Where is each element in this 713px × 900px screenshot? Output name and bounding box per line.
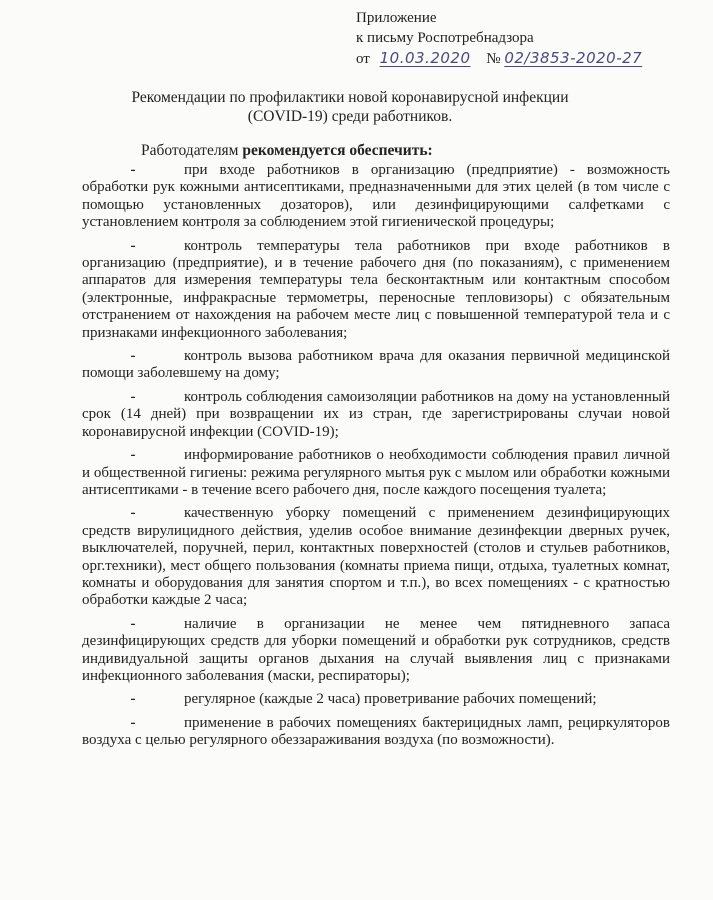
bullet-dash: - bbox=[130, 615, 136, 632]
date-number-line bbox=[356, 48, 642, 69]
list-item bbox=[82, 616, 670, 686]
bullet-dash: - bbox=[130, 447, 136, 464]
list-item bbox=[82, 715, 670, 750]
list-item bbox=[82, 348, 670, 383]
list-item bbox=[82, 447, 670, 499]
intro-bold: рекомендуется обеспечить: bbox=[242, 142, 433, 159]
bullet-dash: - bbox=[130, 714, 136, 731]
recommendations-list bbox=[82, 162, 670, 756]
item-text: контроль соблюдения самоизоляции работников на дому на установленный срок (14 дней) при возвращении их из стран, где зарегистрированы случаи новой коронавирусной инфекции (COVID-19); bbox=[82, 388, 670, 440]
list-item bbox=[82, 238, 670, 342]
bullet-dash: - bbox=[130, 691, 136, 708]
bullet-dash: - bbox=[130, 237, 136, 254]
bullet-dash: - bbox=[130, 348, 136, 365]
list-item bbox=[82, 162, 670, 232]
item-text: наличие в организации не менее чем пятидневного запаса дезинфицирующих средств для уборки помещений и обработки рук сотрудников, средств индивидуальной защиты органов дыхания на случай выявления лиц с признаками инфекционного заболевания (маски, респираторы); bbox=[82, 615, 670, 684]
bullet-dash: - bbox=[130, 388, 136, 405]
list-item bbox=[82, 505, 670, 609]
title-line-1: Рекомендации по профилактики новой коронавирусной инфекции bbox=[131, 89, 569, 106]
item-text: при входе работников в организацию (предприятие) - возможность обработки рук кожными антисептиками, предназначенными для этих целей (в том числе с помощью установленных дозаторов), или дезинфицирующими салфетками с установлением контроля за соблюдением этой гигиенической процедуры; bbox=[82, 162, 670, 231]
handwritten-date: 10.03.2020 bbox=[379, 49, 471, 67]
item-text: регулярное (каждые 2 часа) проветривание рабочих помещений; bbox=[184, 691, 597, 708]
bullet-dash: - bbox=[130, 505, 136, 522]
item-text: применение в рабочих помещениях бактерицидных ламп, рециркуляторов воздуха с целью регулярного обеззараживания воздуха (по возможности). bbox=[82, 714, 670, 749]
date-prefix: от bbox=[356, 51, 370, 67]
item-text: контроль температуры тела работников при входе работников в организацию (предприятие), и в течение рабочего дня (по показаниям), с применением аппаратов для измерения температуры тела бесконтактным или контактным способом (электронные, инфракрасные термометры, переносные тепловизоры) с обязательным отстранением от нахождения на рабочем месте лиц с повышенной температурой тела и с признаками инфекционного заболевания; bbox=[82, 237, 670, 341]
item-text: качественную уборку помещений с применением дезинфицирующих средств вирулицидного действия, уделив особое внимание дезинфекции дверных ручек, выключателей, поручней, перил, контактных поверхностей (столов и стульев работников, орг.техники), мест общего пользования (комнаты приема пищи, отдыха, туалетных комнат, комнаты и оборудования для занятия спортом и т.п.), во всех помещениях - с кратностью обработки каждые 2 часа; bbox=[82, 505, 670, 609]
list-item bbox=[82, 389, 670, 441]
item-text: информирование работников о необходимости соблюдения правил личной и общественной гигиены: режима регулярного мытья рук с мылом или обработки кожными антисептиками - в течение всего рабочего дня, после каждого посещения туалета; bbox=[82, 447, 670, 498]
bullet-dash: - bbox=[130, 162, 136, 178]
document-title bbox=[110, 88, 590, 126]
letter-header bbox=[356, 8, 642, 69]
intro-text: Работодателям bbox=[141, 142, 243, 159]
handwritten-number: 02/3853-2020-27 bbox=[504, 49, 643, 67]
title-line-2: (COVID-19) среди работников. bbox=[247, 108, 453, 125]
letter-reference: к письму Роспотребнадзора bbox=[356, 30, 534, 46]
list-item bbox=[82, 691, 670, 708]
item-text: контроль вызова работником врача для оказания первичной медицинской помощи заболевшему на дому; bbox=[82, 348, 670, 382]
number-prefix: № bbox=[486, 51, 501, 67]
appendix-label: Приложение bbox=[356, 10, 437, 26]
intro-line bbox=[141, 142, 433, 160]
